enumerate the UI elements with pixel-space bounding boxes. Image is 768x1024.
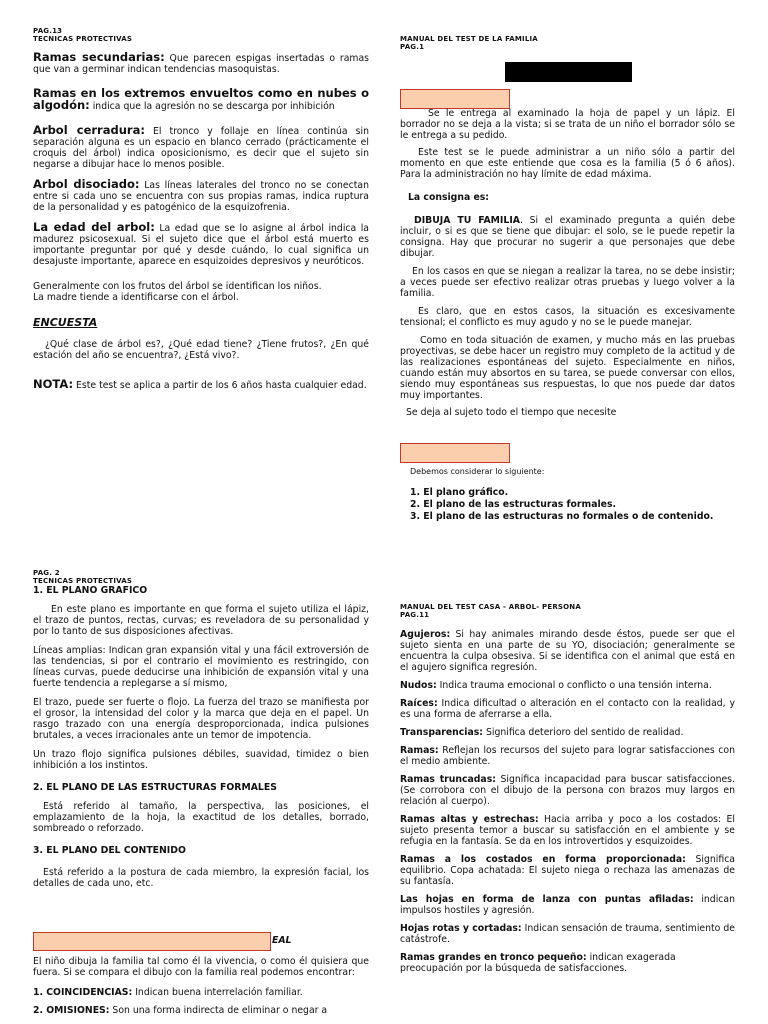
highlighted-heading-box [400, 89, 510, 109]
paragraph: Un trazo flojo significa pulsiones débiles, suavidad, timidez o bien inhibición a los instintos. [33, 749, 369, 771]
page-2 [33, 569, 369, 889]
survey-title: ENCUESTA [33, 316, 98, 329]
definition-nudos: Nudos: Indica trauma emocional o conflicto o una tensión interna. [400, 680, 712, 691]
considerations [410, 467, 735, 523]
paragraph-ramas-extremos: Ramas en los extremos envueltos como en nubes o algodón: indica que la agresión no se descarga por inhibición [33, 86, 369, 112]
page-11-house-tree-person [400, 603, 735, 974]
definition-ramas: Ramas: Reflejan los recursos del sujeto para lograr satisfacciones con el medio ambiente. [400, 745, 735, 767]
paragraph-6: Como en toda situación de examen, y mucho más en las pruebas proyectivas, se debe hacer un registro muy completo de la actitud y de las realizaciones espontáneas del sujeto. Especialmente en niños, cuando están muy absortos en su tarea, se puede conversar con ellos, siendo muy espontáneas sus respuestas, lo que nos puede dar datos muy importantes. [400, 335, 735, 401]
plane-list [410, 487, 735, 523]
heading-estructuras-formales: 2. EL PLANO DE LAS ESTRUCTURAS FORMALES [33, 782, 277, 793]
definition-ramas-costados: Ramas a los costados en forma proporcionada: Significa equilibrio. Copa achatada: El sujeto niega o rechaza las amenazas de su fantasía. [400, 854, 735, 887]
paragraph-consigna: DIBUJA TU FAMILIA. Si el examinado pregunta a quién debe incluir, o si es que se tiene que dibujar: el solo, se le puede repetir la consigna. Hay que procurar no sugerir a que personajes que debe dibujar. [400, 215, 735, 259]
paragraph-2: Este test se le puede administrar a un niño sólo a partir del momento en que este entiende que cosa es la familia (5 ó 6 años). Para la administración no hay límite de edad máxima. [400, 147, 735, 180]
list-item-omisiones: 2. OMISIONES: Son una forma indirecta de eliminar o negar a [33, 1005, 328, 1016]
paragraph-5: Es claro, que en estos casos, la situación es excesivamente tensional; el conflicto es muy agudo y no se le puede manejar. [400, 306, 735, 328]
consider-label: Debemos considerar lo siguiente: [410, 467, 545, 476]
paragraph: El niño dibuja la familia tal como él la vivencia, o como él quisiera que fuera. Si se compara el dibujo con la familia real podemos encontrar: [33, 956, 369, 978]
heading-plano-grafico: 1. EL PLANO GRAFICO [33, 585, 148, 596]
page-header: PAG. 2 TECNICAS PROTECTIVAS [33, 569, 133, 585]
definition-agujeros: Agujeros: Si hay animales mirando desde éstos, puede ser que el sujeto sienta en una parte de su YO, disociación; generalmente se encuentra la culpa obsesiva. Si se identifica con el animal que está en el agujero significa regresión. [400, 629, 735, 673]
paragraph: En este plano es importante en que forma el sujeto utiliza el lápiz, el trazo de puntos, rectas, curvas; es reveladora de su personalidad y por lo tanto de sus disposiciones afectivas. [33, 604, 369, 637]
page-1-family-test [400, 35, 735, 51]
page-13 [33, 27, 369, 391]
page-header: MANUAL DEL TEST DE LA FAMILIA PAG.1 [400, 35, 538, 51]
paragraph-frutos: Generalmente con los frutos del árbol se identifican los niños. La madre tiende a identificarse con el árbol. [33, 281, 322, 303]
definition-ramas-grandes: Ramas grandes en tronco pequeño: indican exagerada preocupación por la búsqueda de satisfacciones. [400, 952, 676, 974]
definition-ramas-truncadas: Ramas truncadas: Significa incapacidad para buscar satisfacciones. (Se corrobora con el dibujo de la persona con brazos muy largos en relación al cuerpo). [400, 774, 735, 807]
consigna-label: La consigna es: [408, 192, 490, 203]
paragraph-arbol-cerradura: Arbol cerradura: El tronco y follaje en línea continúa sin separación alguna es un espacio en blanco cerrado (prácticamente el croquis del árbol) indica oposicionismo, es decir que el sujeto sin negarse a dibujar hace lo menos posible. [33, 123, 369, 170]
heading-plano-contenido: 3. EL PLANO DEL CONTENIDO [33, 845, 186, 856]
list-item: 3. El plano de las estructuras no formales o de contenido. [410, 511, 714, 522]
definition-raices: Raíces: Indica dificultad o alteración en el contacto con la realidad, y es una forma de aferrarse a ella. [400, 698, 735, 720]
definition-hojas-rotas: Hojas rotas y cortadas: Indican sensación de trauma, sentimiento de catástrofe. [400, 923, 735, 945]
paragraph: Está referido al tamaño, la perspectiva, las posiciones, el emplazamiento de la hoja, la exactitud de los detalles, borrado, sombreado o reforzado. [33, 801, 369, 834]
list-item-coincidencias: 1. COINCIDENCIAS: Indican buena interrelación familiar. [33, 987, 303, 998]
paragraph-edad-arbol: La edad del arbol: La edad que se lo asigne al árbol indica la madurez psicosexual. Si el sujeto dice que el árbol está muerto es importante preguntar por qué y desde cuándo, lo cual significa un desajuste importante, aparece en esquizoides depresivos y neuróticos. [33, 220, 370, 267]
paragraph-1: Se le entrega al examinado la hoja de papel y un lápiz. El borrador no se deja a la vista; si se trata de un niño el borrador sólo se le entrega a su pedido. [400, 108, 735, 141]
redacted-title-block [505, 62, 632, 82]
paragraph: Está referido a la postura de cada miembro, la expresión facial, los detalles de cada uno, etc. [33, 867, 369, 889]
paragraph: Líneas amplias: Indican gran expansión vital y una fácil extroversión de las tendencias, si por el contrario el movimiento es restringido, con líneas curvas, puede deducirse una inhibición de expansión vital y una fuerte tendencia a replegarse a sí mismo, [33, 645, 369, 689]
family-test-body [400, 108, 735, 418]
list-item: 2. El plano de las estructuras formales. [410, 499, 617, 510]
note: NOTA: Este test se aplica a partir de los 6 años hasta cualquier edad. [33, 377, 367, 391]
paragraph-arbol-disociado: Arbol disociado: Las líneas laterales del tronco no se conectan entre si cada uno se encuentra con sus propias ramas, indica ruptura de la personalidad y es patogénico de la esquizofrenia. [33, 177, 369, 213]
paragraph-ramas-secundarias: Ramas secundarias: Que parecen espigas insertadas o ramas que van a germinar indican tendencias masoquistas. [33, 50, 369, 75]
list-item: 1. El plano gráfico. [410, 487, 509, 498]
heading-tail: EAL [272, 935, 292, 946]
definition-hojas-lanza: Las hojas en forma de lanza con puntas afiladas: indican impulsos hostiles y agresión. [400, 894, 735, 916]
definition-ramas-altas: Ramas altas y estrechas: Hacia arriba y poco a los costados: El sujeto presenta temor a buscar su satisfacción en el ambiente y se refugia en la fantasía. Se da en los introvertidos y esquizoides. [400, 814, 735, 847]
paragraph-4: En los casos en que se niegan a realizar la tarea, no se debe insistir; a veces puede ser efectivo realizar otras pruebas y luego volver a la familia. [400, 266, 735, 299]
survey-text: ¿Qué clase de árbol es?, ¿Qué edad tiene? ¿Tiene frutos?, ¿En qué estación del año se encuentra?, ¿Está vivo?. [33, 339, 369, 361]
page-header: PAG.13 TECNICAS PROTECTIVAS [33, 27, 133, 43]
paragraph-7: Se deja al sujeto todo el tiempo que necesite [406, 407, 617, 418]
highlighted-heading-box [33, 932, 271, 951]
family-comparison [33, 956, 369, 1016]
definition-transparencias: Transparencias: Significa deterioro del sentido de realidad. [400, 727, 684, 738]
page-header: MANUAL DEL TEST CASA - ARBOL- PERSONA PAG.11 [400, 603, 581, 619]
highlighted-heading-box [400, 443, 510, 463]
paragraph: El trazo, puede ser fuerte o flojo. La fuerza del trazo se manifiesta por el grosor, la intensidad del color y la marca que deja en el papel. Un rasgo trazado con una energía desproporcionada, indica pulsiones brutales, a veces irracionales ante un temor de impotencia. [33, 697, 369, 741]
